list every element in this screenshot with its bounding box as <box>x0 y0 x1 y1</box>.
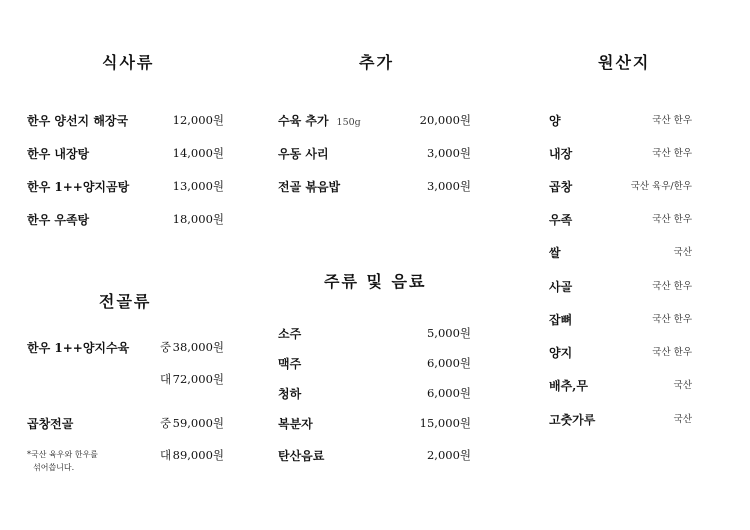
hotpot-note-line1: *국산 육우와 한우를 <box>27 450 98 459</box>
drink-item-price: 15,000원 <box>419 416 471 430</box>
drink-item-name: 맥주 <box>278 357 302 371</box>
origin-item-value: 국산 <box>673 380 692 391</box>
hotpot-title: 전골류 <box>99 292 152 311</box>
origin-item-value: 국산 한우 <box>652 115 692 126</box>
origin-item-name: 내장 <box>549 147 573 161</box>
extras-title: 추가 <box>359 53 394 72</box>
hotpot-size-label: 중 <box>160 340 172 354</box>
hotpot-size-label: 대 <box>160 448 172 462</box>
hotpot-size-label: 중 <box>160 416 172 430</box>
drink-item-name: 복분자 <box>278 417 313 431</box>
drink-item-price: 5,000원 <box>426 326 471 340</box>
extra-item-detail: 150g <box>336 117 361 128</box>
hotpot-item-name: 한우 1++양지수육 <box>27 341 130 355</box>
hotpot-item-price: 59,000원 <box>172 416 224 430</box>
extra-item-price: 3,000원 <box>426 179 471 193</box>
meal-item-name: 한우 양선지 해장국 <box>27 114 129 128</box>
origin-item-value: 국산 한우 <box>652 347 692 358</box>
origin-item-value: 국산 한우 <box>652 214 692 225</box>
extra-item-name: 전골 볶음밥 <box>278 180 341 194</box>
origin-item-name: 사골 <box>549 280 573 294</box>
drink-item-name: 청하 <box>278 387 302 401</box>
extra-item-name: 수육 추가 150g <box>278 114 361 128</box>
meals-title: 식사류 <box>102 53 155 72</box>
origin-item-name: 양 <box>549 114 561 128</box>
hotpot-item-name: 곱창전골 <box>27 417 74 431</box>
meal-item-name: 한우 1++양지곰탕 <box>27 180 130 194</box>
drinks-title: 주류 및 음료 <box>324 272 427 291</box>
origin-item-value: 국산 <box>673 247 692 258</box>
hotpot-item-price: 38,000원 <box>172 340 224 354</box>
origin-item-name: 고춧가루 <box>549 413 596 427</box>
origin-item-value: 국산 한우 <box>652 314 692 325</box>
origin-item-name: 우족 <box>549 213 573 227</box>
drink-item-name: 탄산음료 <box>278 449 325 463</box>
hotpot-note-line2: 섞어씁니다. <box>33 463 75 472</box>
drink-item-price: 6,000원 <box>426 356 471 370</box>
origin-title: 원산지 <box>598 53 651 72</box>
origin-item-value: 국산 한우 <box>652 281 692 292</box>
extra-item-price: 20,000원 <box>419 113 471 127</box>
meal-item-price: 18,000원 <box>172 212 224 226</box>
origin-item-value: 국산 육우/한우 <box>630 181 692 192</box>
meal-item-price: 14,000원 <box>172 146 224 160</box>
origin-item-name: 배추,무 <box>549 379 588 393</box>
hotpot-size-label: 대 <box>160 372 172 386</box>
meal-item-name: 한우 우족탕 <box>27 213 90 227</box>
hotpot-item-price: 72,000원 <box>172 372 224 386</box>
drink-item-price: 6,000원 <box>426 386 471 400</box>
meal-item-name: 한우 내장탕 <box>27 147 90 161</box>
hotpot-item-price: 89,000원 <box>172 448 224 462</box>
extra-item-price: 3,000원 <box>426 146 471 160</box>
meal-item-price: 12,000원 <box>172 113 224 127</box>
origin-item-name: 쌀 <box>549 246 561 260</box>
origin-item-name: 양지 <box>549 346 573 360</box>
origin-item-value: 국산 한우 <box>652 148 692 159</box>
meal-item-price: 13,000원 <box>172 179 224 193</box>
origin-item-value: 국산 <box>673 414 692 425</box>
drink-item-name: 소주 <box>278 327 302 341</box>
drink-item-price: 2,000원 <box>426 448 471 462</box>
origin-item-name: 곱창 <box>549 180 573 194</box>
origin-item-name: 잡뼈 <box>549 313 573 327</box>
extra-item-name: 우동 사리 <box>278 147 329 161</box>
